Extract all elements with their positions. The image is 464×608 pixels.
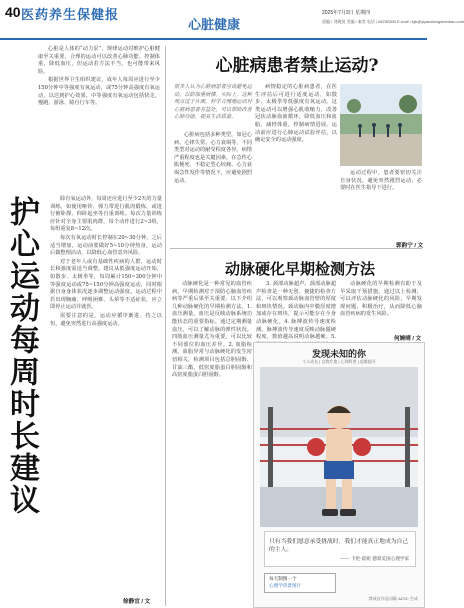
top-article-lead: 很多人认为心脏病患者应该避免运动，以防加重病情。实际上，这种观点过于片面。科学合理地运动对心脏病患者有益处，可以帮助改善心肺功能，提高生活质量。 bbox=[174, 84, 252, 121]
issue-date: 2025年7月3日 星期四 bbox=[322, 10, 371, 16]
outdoor-exercise-illustration bbox=[340, 84, 422, 166]
body-paragraph: 除有氧运动外，每周还应进行至少2天的力量训练，如使用哑铃、弹力带进行肌肉锻炼，或进行俯卧撑、仰卧起坐等自重训练。每次力量训练应针对全身主要肌肉群，每个动作进行2~3组，每组重复8~12次。 bbox=[50, 196, 162, 233]
bottom-article-headline: 动脉硬化早期检测方法 bbox=[224, 260, 375, 278]
body-paragraph: 动脉硬化的早期检测有助于及早采取干预措施。通过以上检测，可以评估动脉硬化的风险，早期发现问题，积极治疗，从而降低心脑血管疾病的发生风险。 bbox=[340, 281, 422, 318]
body-paragraph: 运动过程中，患者要密切关注自身状况，避免突然剧烈运动，必要时在医生指导下进行。 bbox=[340, 170, 422, 192]
intro-paragraph: 心脏是人体的“动力泵”，规律运动对维护心脏健康至关重要。合理的运动可以改善心肺功能、控制体重、降低血压，但运动若方法不当，也可能带来风险。 bbox=[38, 46, 160, 75]
top-article-column bbox=[255, 84, 337, 146]
intro-paragraph: 根据世界卫生组织建议，成年人每周应进行至少150分钟中等强度有氧运动，或75分钟高强度有氧运动，以达到护心效果。中等强度有氧运动包括快走、慢跑、游泳、骑自行车等。 bbox=[38, 77, 160, 107]
promo-line: 心理学背景图片 bbox=[269, 584, 302, 589]
bottom-article-column bbox=[172, 281, 252, 381]
body-paragraph: 心脏病包括多种类型，如冠心病、心律失常、心力衰竭等，不同类型对运动的耐受程度各异。病情严重程度也是关键因素。在急性心肌梗死、不稳定型心绞痛、心力衰竭急性发作等情况下，应避免剧烈运动。 bbox=[174, 132, 252, 184]
header-rule bbox=[0, 38, 427, 40]
top-article-byline: 郭韵宁 / 文 bbox=[396, 243, 424, 249]
exercise-photo bbox=[340, 84, 422, 166]
page-header bbox=[0, 0, 464, 38]
left-article-headline: 护心运动每周时长建议 bbox=[4, 196, 39, 516]
body-paragraph: 病情稳定的心脏病患者，在医生评估后可进行适度运动，如散步、太极拳等低强度有氧运动。这类运动可以增强心肌收缩力，改善冠状动脉血液循环，降低血压和血脂，减轻体重，控制病情进展。运动前应进行心肺运动试验评估，以确定安全的运动强度。 bbox=[255, 84, 337, 144]
top-article-column bbox=[340, 170, 422, 194]
body-paragraph: 对于老年人或有基础性疾病的人群，运动时长和强度需适当调整。建议从低强度运动开始，如散步、太极拳等，每周累计150~300分钟中等强度运动或75~150分钟高强度运动，同时根据自身身体状况逐步调整运动强度。运动过程中若出现胸痛、呼吸困难、头晕等不适症状，应立即停止运动并就医。 bbox=[50, 258, 162, 311]
body-paragraph: 3. 颈部动脉超声。颈部动脉超声检查是一种无创、便捷的检查方法，可以观察颈动脉血管壁的厚度和斑块情况。颈动脉内中膜厚度增加或存在斑块，提示可能存在全身动脉硬化。4. 脉搏波传导速度检测。脉搏波传导速度反映动脉僵硬程度，数值越高说明动脉越硬。5. bbox=[256, 281, 336, 341]
newspaper-masthead: 医药养生保健报 bbox=[21, 8, 120, 23]
comic-title: 发现未知的你 bbox=[311, 350, 366, 360]
body-paragraph: 动脉硬化是一种常见的血管疾病，早期检测对于预防心脑血管疾病等严重后果至关重要。以下介绍几种动脉硬化的早期检测方法。1. 血压测量。血压是反映动脉系统功能状态的重要指标。通过定期测量血压，可以了解动脉的弹性状况。四肢血压测量尤为重要，可以比较不同部位的血压差异。2. 血脂检测。血脂异常与动脉硬化的发生密切相关，检测项目包括总胆固醇、甘油三酯、低密度脂蛋白胆固醇和高密度脂蛋白胆固醇。 bbox=[172, 281, 252, 379]
left-article-intro bbox=[38, 46, 160, 109]
section-title: 心脏健康 bbox=[188, 17, 241, 32]
quote-box bbox=[264, 531, 416, 567]
promo-line: 每天制图一个 bbox=[269, 577, 297, 582]
image-credit: 禁戒自作品刊载 AIGC 生成 bbox=[368, 596, 418, 601]
top-article-column bbox=[174, 132, 252, 186]
article-divider bbox=[170, 248, 422, 249]
left-article-byline: 徐静宜 / 文 bbox=[123, 599, 151, 605]
quote-author: —— 卡伦·霍妮 德裔美国心理学家 bbox=[340, 557, 409, 562]
top-article-headline: 心脏病患者禁止运动? bbox=[215, 56, 379, 76]
psychology-comic-panel bbox=[253, 342, 425, 608]
bottom-article-column bbox=[340, 281, 422, 320]
comic-subtitle: 个人成长 | 自我疗愈 | 心理科普 | 思维提升 bbox=[302, 359, 376, 364]
body-paragraph: 每次有氧运动时长控制在20~30分钟，之后适当增加。运动前要做好5~10分钟热身，运动后做整理活动，以降低心血管意外风险。 bbox=[50, 234, 162, 257]
left-article-body bbox=[50, 196, 162, 329]
editor-credits: 责编 / 刘婉贤 美编 / 秦奕 电话 / 66782800 E-mail / bjb@yiyaoxiangshenbao.com bbox=[322, 19, 464, 24]
column-divider bbox=[165, 46, 166, 606]
bottom-article-byline: 何婉晴 / 文 bbox=[394, 336, 422, 342]
quote-text: 只有当我们愿意承受挑战时，我们才能真正地成为自己的主人。 bbox=[269, 539, 409, 553]
promo-box bbox=[264, 573, 336, 593]
boxer-illustration bbox=[260, 367, 418, 527]
boxing-ring-illustration bbox=[260, 367, 418, 527]
body-paragraph: 需要注意的是，运动应循序渐进、持之以恒，避免突然进行高强度运动。 bbox=[50, 312, 162, 327]
page-number: 40 bbox=[5, 4, 21, 20]
